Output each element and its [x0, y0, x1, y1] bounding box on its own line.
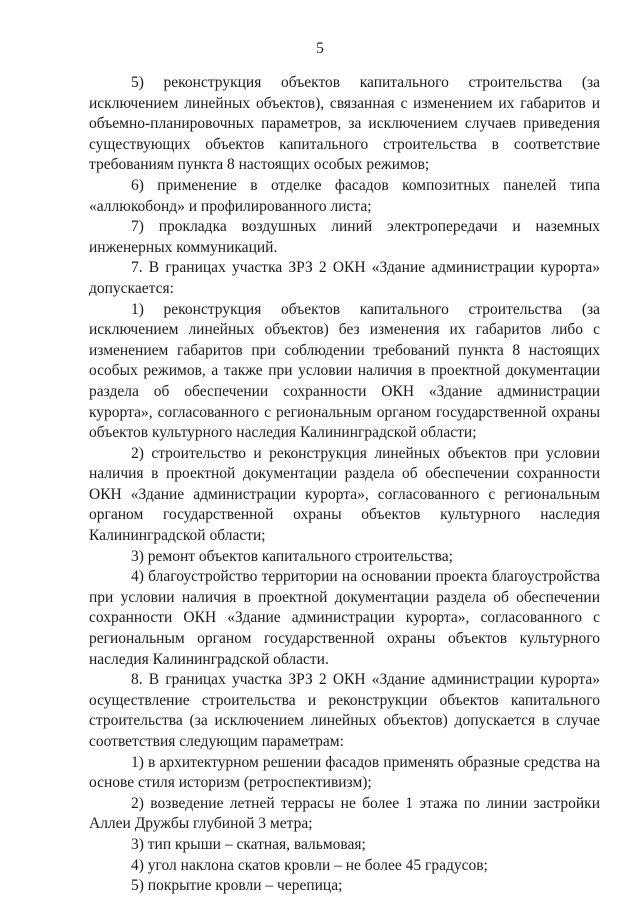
paragraph-item-5-reconstruction: 5) реконструкция объектов капитального строительства (за исключением линейных объектов), связанная с изменением их габаритов и объемно-планировочных параметров, за исключением случаев приведения существующих объектов капитального строительства в соответствие требованиям пункта 8 настоящих особых режимов;: [89, 74, 600, 174]
paragraph-clause-8: 8. В границах участка ЗРЗ 2 ОКН «Здание администрации курорта» осуществление строительства и реконструкции объектов капитального строительства (за исключением линейных объектов) допускается в случае соответствия следующим параметрам:: [89, 671, 600, 750]
paragraph-item-4-landscaping: 4) благоустройство территории на основании проекта благоустройства при условии наличия в проектной документации раздела об обеспечении сохранности ОКН «Здание администрации курорта», согласованного с региональным органом государственной охраны объектов культурного наследия Калининградской области.: [89, 568, 600, 668]
page-number: 5: [316, 40, 324, 57]
document-body: [89, 73, 600, 897]
paragraph-item-2-terrace: 2) возведение летней террасы не более 1 этажа по линии застройки Аллеи Дружбы глубиной 3 метра;: [89, 794, 600, 833]
paragraph-clause-7: 7. В границах участка ЗРЗ 2 ОКН «Здание администрации курорта» допускается:: [89, 259, 600, 297]
paragraph-item-3-roof-type: 3) тип крыши – скатная, вальмовая;: [131, 835, 366, 853]
paragraph-item-2-linear-objects: 2) строительство и реконструкция линейных объектов при условии наличия в проектной документации раздела об обеспечении сохранности ОКН «Здание администрации курорта», согласованного с региональным органом государственной охраны объектов культурного наследия Калининградской области;: [89, 444, 600, 545]
paragraph-item-1-reconstruction: 1) реконструкция объектов капитального строительства (за исключением линейных объектов) без изменения их габаритов либо с изменением габаритов при соблюдении требований пункта 8 настоящих особых режимов, а также при условии наличия в проектной документации раздела об обеспечении сохранности ОКН «Здание администрации курорта», согласованного с региональным органом государственной охраны объектов культурного наследия Калининградской области;: [89, 300, 600, 442]
paragraph-item-1-historicism: 1) в архитектурном решении фасадов применять образные средства на основе стиля историзм (ретроспективизм);: [89, 753, 600, 792]
paragraph-item-5-roof-covering: 5) покрытие кровли – черепица;: [131, 877, 343, 895]
paragraph-item-4-roof-slope: 4) угол наклона скатов кровли – не более 45 градусов;: [131, 856, 488, 874]
paragraph-item-6-facade-panels: 6) применение в отделке фасадов композитных панелей типа «аллюкобонд» и профилированного листа;: [89, 176, 600, 215]
paragraph-item-7-power-lines: 7) прокладка воздушных линий электропередачи и наземных инженерных коммуникаций.: [89, 218, 600, 256]
paragraph-item-3-repair: 3) ремонт объектов капитального строительства;: [131, 547, 453, 565]
